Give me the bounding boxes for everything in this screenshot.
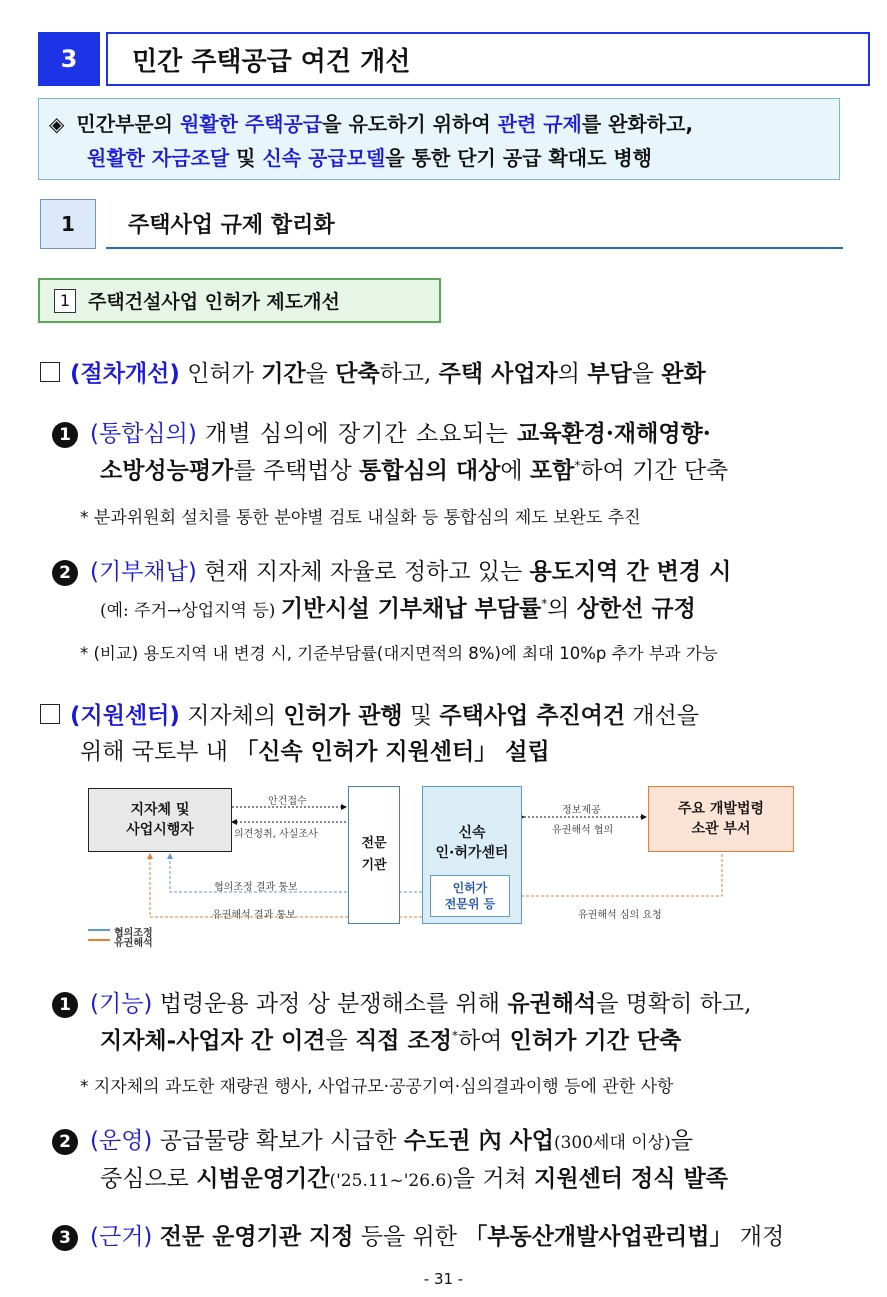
text: 하고, xyxy=(379,361,439,387)
label-info: 정보제공 xyxy=(562,805,601,816)
circled-number-icon: 1 xyxy=(52,422,78,448)
text: ('25.11~'26.6) xyxy=(329,1171,453,1191)
text: 개정 xyxy=(732,1224,785,1250)
box-fast-permit-center: 신속 인·허가센터 xyxy=(422,786,522,924)
paragraph-support-center-line2 xyxy=(80,733,550,766)
text: 시범운영기간 xyxy=(196,1165,330,1192)
subsection-number: 1 xyxy=(40,199,96,249)
label-result: 협의조정 결과 통보 xyxy=(214,882,298,893)
text: 법령운용 과정 상 분쟁해소를 위해 xyxy=(152,991,508,1017)
text: 민간부문의 xyxy=(76,112,180,136)
text: 기반시설 기부채납 부담률 xyxy=(280,595,542,622)
text: 을 xyxy=(631,361,662,387)
circled-number-icon: 3 xyxy=(52,1225,78,1251)
tag-function: (기능) xyxy=(90,991,153,1017)
text: 등을 위한 xyxy=(353,1224,465,1250)
circled-number-icon: 2 xyxy=(52,1129,78,1155)
text: 에 xyxy=(500,458,530,484)
text: 현재 지자체 자율로 정하고 있는 xyxy=(196,559,530,585)
circled-number-icon: 1 xyxy=(52,992,78,1018)
checkbox-square-icon xyxy=(40,704,60,724)
highlight-text: 관련 규제 xyxy=(497,112,582,136)
item-integrated-review-line1 xyxy=(52,415,711,448)
item-operation-line1 xyxy=(52,1122,693,1155)
text: 을 유도하기 위하여 xyxy=(322,112,498,136)
tag-procedure: (절차개선) xyxy=(70,361,180,387)
box-permit-committee: 인허가 전문위 등 xyxy=(430,875,510,917)
text: 유권해석 xyxy=(507,990,597,1017)
box-ministry-department: 주요 개발법령 소관 부서 xyxy=(648,786,794,852)
summary-box xyxy=(38,98,840,180)
text: 지원센터 정식 발족 xyxy=(534,1165,728,1192)
subsection-title: 주택사업 규제 합리화 xyxy=(106,199,843,249)
text: 하여 기간 단축 xyxy=(580,458,729,484)
text: 위해 국토부 내 xyxy=(80,739,236,765)
text: 을 거쳐 xyxy=(452,1166,535,1192)
legend-blue: 협의조정 xyxy=(114,928,153,939)
text: 을 통한 단기 공급 확대도 병행 xyxy=(385,146,652,170)
item-basis-line xyxy=(52,1218,784,1251)
checkbox-square-icon xyxy=(40,362,60,382)
note-integrated-review: * 분과위원회 설치를 통한 분야별 검토 내실화 등 통합심의 제도 보완도 추진 xyxy=(80,508,641,528)
text: 을 xyxy=(325,1028,356,1054)
text: 를 주택법상 xyxy=(233,458,360,484)
text: 개별 심의에 장기간 소요되는 xyxy=(196,421,517,447)
text: 완화 xyxy=(661,360,706,387)
summary-line-1 xyxy=(49,107,829,141)
text: 기간 xyxy=(261,360,306,387)
text: 중심으로 xyxy=(100,1166,197,1192)
highlight-text: 원활한 주택공급 xyxy=(179,112,323,136)
text: 공급물량 확보가 시급한 xyxy=(152,1128,404,1154)
text: 지자체-사업자 간 이견 xyxy=(100,1027,326,1054)
box-local-government: 지자체 및 사업시행자 xyxy=(88,788,232,852)
text: 전문 운영기관 지정 xyxy=(159,1223,354,1250)
support-center-diagram xyxy=(84,780,804,950)
item-contribution-line2 xyxy=(100,590,696,623)
text: 상한선 규정 xyxy=(576,595,696,622)
text: 및 xyxy=(229,146,263,170)
section-number: 3 xyxy=(38,32,100,86)
highlight-text: 신속 공급모델 xyxy=(262,146,386,170)
diamond-bullet-icon: ◈ xyxy=(49,112,65,136)
label-interp-request: 유권해석 심의 요청 xyxy=(578,910,662,921)
page-number: - 31 - xyxy=(423,1270,464,1288)
text: 소방성능평가 xyxy=(100,457,234,484)
text: 주택 사업자 xyxy=(438,360,558,387)
label-interp-result: 유권해석 결과 통보 xyxy=(212,910,296,921)
text: 을 명확히 하고, xyxy=(596,991,752,1017)
item-function-line2 xyxy=(100,1022,681,1055)
item-integrated-review-line2 xyxy=(100,452,728,485)
label-submit: 안건접수 xyxy=(268,796,307,807)
text: 수도권 內 사업 xyxy=(403,1127,554,1154)
tag-integrated-review: (통합심의) xyxy=(90,421,197,447)
text: 을 xyxy=(305,361,336,387)
text: 인허가 xyxy=(179,361,262,387)
legend-orange: 유권해석 xyxy=(114,938,153,949)
item-title-box xyxy=(38,278,441,323)
text xyxy=(152,1224,159,1250)
summary-line-2 xyxy=(49,141,829,175)
paragraph-procedure xyxy=(40,355,706,388)
tag-basis: (근거) xyxy=(90,1224,153,1250)
note-contribution: * (비교) 용도지역 내 변경 시, 기준부담률(대지면적의 8%)에 최대 10%p 추가 부과 가능 xyxy=(80,644,718,663)
tag-contribution: (기부채납) xyxy=(90,559,197,585)
text: 하여 xyxy=(457,1028,510,1054)
text: 를 완화하고, xyxy=(581,112,694,136)
text: (300세대 이상) xyxy=(553,1133,671,1153)
text: (예: 주거→상업지역 등) xyxy=(100,601,281,621)
text: 인허가 기간 단축 xyxy=(509,1027,682,1054)
box-expert-agency: 전문 기관 xyxy=(348,786,400,924)
text: 「부동산개발사업관리법」 xyxy=(464,1223,733,1250)
text: 의 xyxy=(547,596,577,622)
item-function-line1 xyxy=(52,985,751,1018)
section-title: 민간 주택공급 여건 개선 xyxy=(106,32,870,86)
item-contribution-line1 xyxy=(52,553,731,586)
text: 개선을 xyxy=(625,703,700,729)
tag-operation: (운영) xyxy=(90,1128,153,1154)
text: 「신속 인허가 지원센터」 설립 xyxy=(235,738,550,765)
tag-support-center: (지원센터) xyxy=(70,703,180,729)
summary-line-1-text xyxy=(76,112,693,136)
footnote-mark: * xyxy=(574,458,581,473)
text: 교육환경·재해영향· xyxy=(517,420,711,447)
highlight-text: 원활한 자금조달 xyxy=(87,146,230,170)
note-function: * 지자체의 과도한 재량권 행사, 사업규모·공공기여·심의결과이행 등에 관한 사항 xyxy=(80,1077,674,1097)
item-operation-line2 xyxy=(100,1160,728,1193)
text: 지자체의 xyxy=(179,703,284,729)
text: 통합심의 대상 xyxy=(359,457,501,484)
text: 부담 xyxy=(587,360,632,387)
item-title: 주택건설사업 인허가 제도개선 xyxy=(88,291,340,313)
text: 의 xyxy=(557,361,588,387)
text: 포함 xyxy=(529,457,575,484)
label-opinion: 의견청취, 사실조사 xyxy=(234,829,318,840)
footnote-mark: * xyxy=(451,1028,458,1043)
text: 용도지역 간 변경 시 xyxy=(529,558,732,585)
label-interp-consult: 유권해석 협의 xyxy=(552,825,614,836)
text: 인허가 관행 xyxy=(283,702,403,729)
paragraph-support-center-line1 xyxy=(40,697,699,730)
circled-number-icon: 2 xyxy=(52,560,78,586)
text: 및 xyxy=(402,703,440,729)
text: 주택사업 추진여건 xyxy=(439,702,626,729)
item-number-glyph: 1 xyxy=(54,289,76,313)
text: 직접 조정 xyxy=(355,1027,452,1054)
footnote-mark: * xyxy=(541,596,548,611)
text: 단축 xyxy=(335,360,380,387)
text: 을 xyxy=(670,1128,693,1154)
